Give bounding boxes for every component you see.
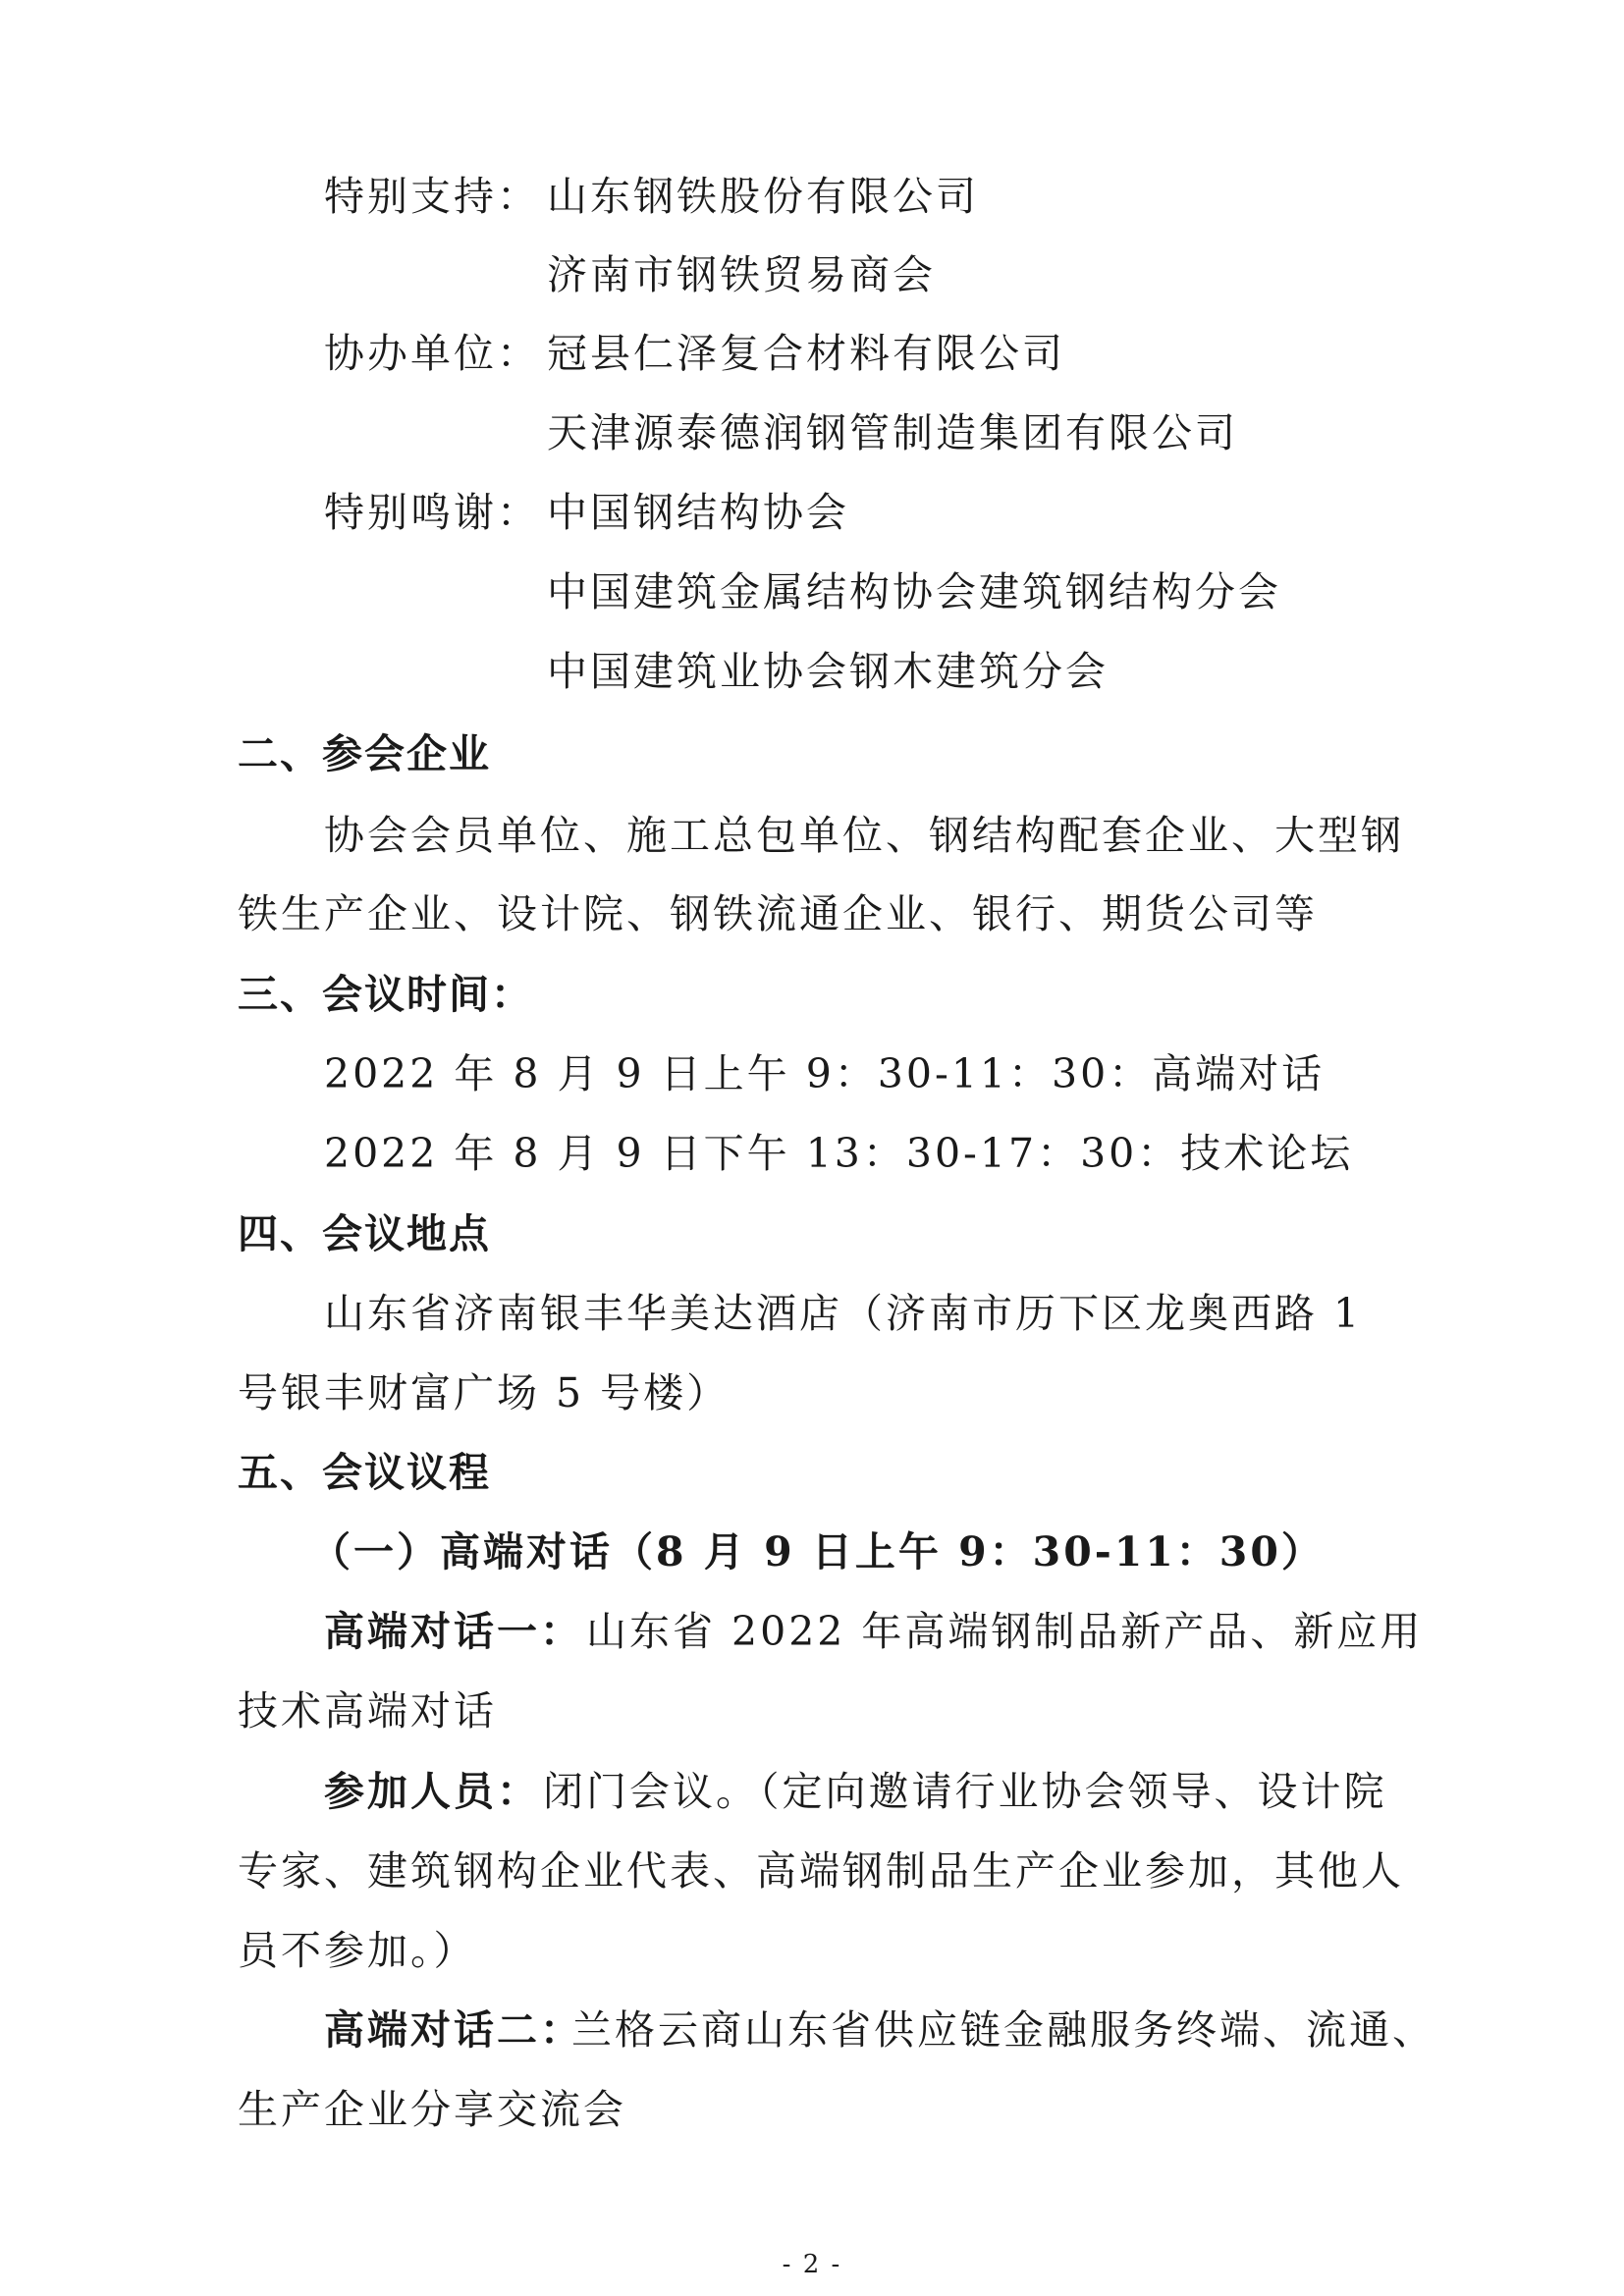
time-item: 2022 年 8 月 9 日上午 9：30-11：30：高端对话: [324, 1050, 1326, 1097]
section-heading: 三、会议时间：: [238, 971, 533, 1018]
paragraph-line: 生产企业分享交流会: [238, 2086, 626, 2133]
subsection-heading: （一）高端对话（8 月 9 日上午 9：30-11：30）: [310, 1528, 1325, 1575]
paragraph-line: 闭门会议。（定向邀请行业协会领导、设计院: [543, 1768, 1387, 1815]
dialog1-label: 高端对话一：: [324, 1608, 583, 1655]
co-organizer-item: 天津源泰德润钢管制造集团有限公司: [547, 409, 1238, 456]
paragraph-line: 兰格云商山东省供应链金融服务终端、流通、: [571, 2006, 1435, 2054]
time-item: 2022 年 8 月 9 日下午 13：30-17：30：技术论坛: [324, 1130, 1354, 1177]
paragraph-line: 铁生产企业、设计院、钢铁流通企业、银行、期货公司等: [238, 890, 1318, 937]
co-organizer-label: 协办单位：: [324, 330, 540, 377]
paragraph-line: 技术高端对话: [238, 1687, 497, 1735]
special-support-label: 特别支持：: [324, 173, 540, 220]
thanks-item: 中国钢结构协会: [547, 489, 849, 536]
section-heading: 五、会议议程: [238, 1449, 491, 1496]
special-support-item: 济南市钢铁贸易商会: [547, 251, 936, 298]
section-heading: 四、会议地点: [238, 1210, 491, 1257]
thanks-label: 特别鸣谢：: [324, 489, 540, 536]
page-number: - 2 -: [782, 2250, 842, 2279]
dialog2-label: 高端对话二：: [324, 2006, 583, 2054]
co-organizer-item: 冠县仁泽复合材料有限公司: [547, 330, 1065, 377]
paragraph-line: 号银丰财富广场 5 号楼）: [238, 1369, 731, 1416]
paragraph-line: 员不参加。）: [238, 1927, 477, 1974]
special-support-item: 山东钢铁股份有限公司: [547, 173, 979, 220]
thanks-item: 中国建筑金属结构协会建筑钢结构分会: [547, 568, 1281, 615]
paragraph-line: 山东省 2022 年高端钢制品新产品、新应用: [586, 1608, 1424, 1655]
participants-label: 参加人员：: [324, 1768, 540, 1815]
thanks-item: 中国建筑业协会钢木建筑分会: [547, 648, 1109, 695]
paragraph-line: 山东省济南银丰华美达酒店（济南市历下区龙奥西路 1: [324, 1290, 1363, 1337]
paragraph-line: 专家、建筑钢构企业代表、高端钢制品生产企业参加，其他人: [238, 1847, 1404, 1895]
section-heading: 二、参会企业: [238, 730, 491, 777]
paragraph-line: 协会会员单位、施工总包单位、钢结构配套企业、大型钢: [324, 812, 1404, 859]
